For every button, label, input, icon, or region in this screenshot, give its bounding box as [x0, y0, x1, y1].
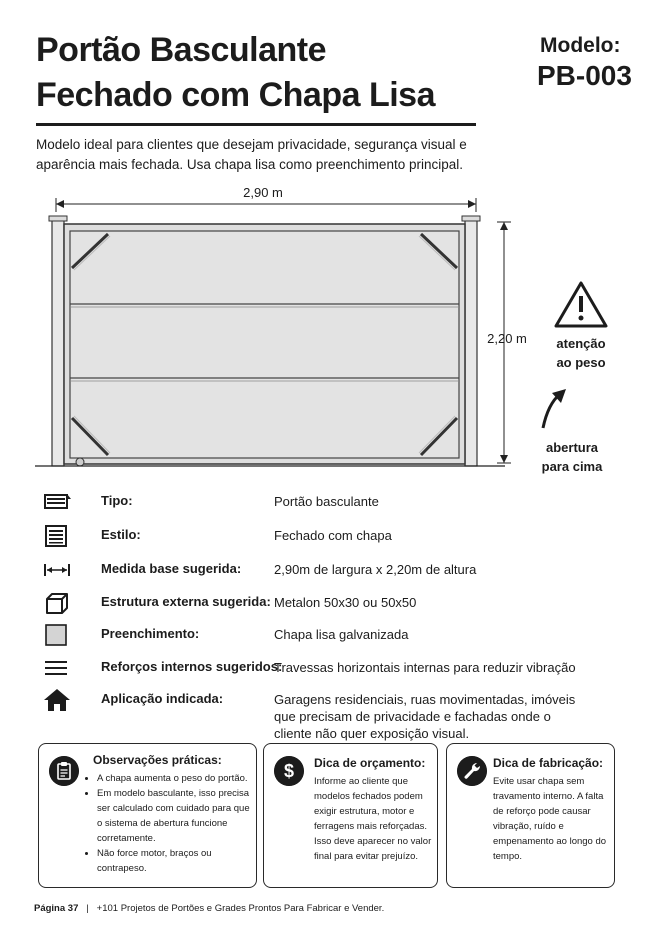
- spec-value: Metalon 50x30 ou 50x50: [274, 595, 417, 610]
- observations-title: Observações práticas:: [93, 753, 222, 767]
- hamburger-lines-icon: [43, 656, 71, 680]
- spec-row-preenchimento: [0, 623, 659, 647]
- fabrication-tip-title: Dica de fabricação:: [493, 756, 604, 770]
- footer-separator: |: [86, 903, 89, 914]
- budget-tip-text: Informe ao cliente que modelos fechados podem exigir estrutura, motor e ferragens mais reforçadas. Isso deve aparecer no valor final para evitar prejuízo.: [314, 776, 432, 862]
- observation-item: • Não force motor, braços ou contrapeso.: [97, 846, 253, 876]
- spec-value-line3: cliente não quer exposição visual.: [274, 726, 470, 741]
- panel-lines-icon: [43, 524, 71, 548]
- observation-item: • A chapa aumenta o peso do portão.: [97, 771, 253, 786]
- curved-arrow-up-icon: [543, 389, 566, 428]
- spec-value: Chapa lisa galvanizada: [274, 627, 409, 642]
- page-title-line1: Portão Basculante: [36, 31, 327, 69]
- gate-panel: [70, 231, 459, 458]
- observations-list: [87, 771, 253, 876]
- wheel: [76, 458, 84, 466]
- spec-value-line2: que precisam de privacidade e fachadas onde o: [274, 709, 551, 724]
- page-footer: [34, 903, 384, 914]
- gate-drawing: [0, 180, 659, 480]
- width-label: 2,90 m: [243, 185, 283, 200]
- budget-tip-title: Dica de orçamento:: [314, 756, 426, 770]
- page-number: Página 37: [34, 903, 79, 914]
- fabrication-tip-text: Evite usar chapa sem travamento interno. A falta de reforço pode causar vibração, ruído e empenamento ao longo do tempo.: [493, 776, 607, 862]
- spec-row-medida: [0, 558, 659, 582]
- left-post-cap: [49, 216, 67, 221]
- warning-text-line1: atenção: [556, 336, 606, 351]
- observation-item: • Em modelo basculante, isso precisa ser calculado com cuidado para que o sistema de abertura funcione corretamente.: [97, 786, 253, 846]
- clipboard-icon: [49, 756, 79, 786]
- intro-text: Modelo ideal para clientes que desejam privacidade, segurança visual e aparência mais fechada. Usa chapa lisa como preenchimento principal.: [36, 137, 467, 172]
- spec-label: Aplicação indicada:: [101, 691, 224, 706]
- opening-text-line1: abertura: [545, 440, 599, 455]
- opening-text-line2: para cima: [541, 459, 603, 474]
- cube-icon: [43, 591, 71, 615]
- spec-value: Portão basculante: [274, 494, 379, 509]
- spec-label: Preenchimento:: [101, 626, 200, 641]
- spec-value-line1: Garagens residenciais, ruas movimentadas, imóveis: [274, 692, 576, 707]
- book-title: +101 Projetos de Portões e Grades Prontos Para Fabricar e Vender.: [96, 903, 385, 914]
- spec-label: Reforços internos sugeridos:: [101, 659, 283, 674]
- warning-text-line2: ao peso: [556, 355, 606, 370]
- spec-row-tipo: [0, 490, 659, 514]
- fabrication-tip-box: [446, 743, 615, 888]
- width-dimension: [56, 198, 476, 212]
- observations-box: [38, 743, 257, 888]
- square-fill-icon: [43, 623, 71, 647]
- wrench-icon: [457, 756, 487, 786]
- gate-icon: [43, 490, 71, 514]
- model-code: PB-003: [537, 60, 632, 91]
- spec-label: Estilo:: [101, 527, 141, 542]
- left-post: [52, 218, 64, 466]
- title-underline: [36, 123, 476, 126]
- spec-value: Fechado com chapa: [274, 528, 392, 543]
- spec-row-reforcos: [0, 656, 659, 680]
- warning-triangle-icon: [556, 283, 606, 326]
- spec-value: 2,90m de largura x 2,20m de altura: [274, 562, 477, 577]
- budget-tip-box: [263, 743, 438, 888]
- spec-row-aplicacao: [0, 688, 659, 744]
- model-label: Modelo:: [540, 34, 621, 57]
- height-label: 2,20 m: [487, 331, 527, 346]
- spec-value: Travessas horizontais internas para reduzir vibração: [274, 660, 576, 675]
- spec-row-estilo: [0, 524, 659, 548]
- page-title-line2: Fechado com Chapa Lisa: [36, 76, 435, 114]
- spec-label: Estrutura externa sugerida:: [101, 594, 271, 609]
- spec-label: Tipo:: [101, 493, 133, 508]
- measure-arrows-icon: [43, 558, 71, 582]
- spec-row-estrutura: [0, 591, 659, 615]
- svg-text:$: $: [283, 761, 295, 781]
- home-icon: [43, 688, 71, 712]
- spec-label: Medida base sugerida:: [101, 561, 242, 576]
- dollar-icon: [274, 756, 304, 786]
- right-post: [465, 218, 477, 466]
- right-post-cap: [462, 216, 480, 221]
